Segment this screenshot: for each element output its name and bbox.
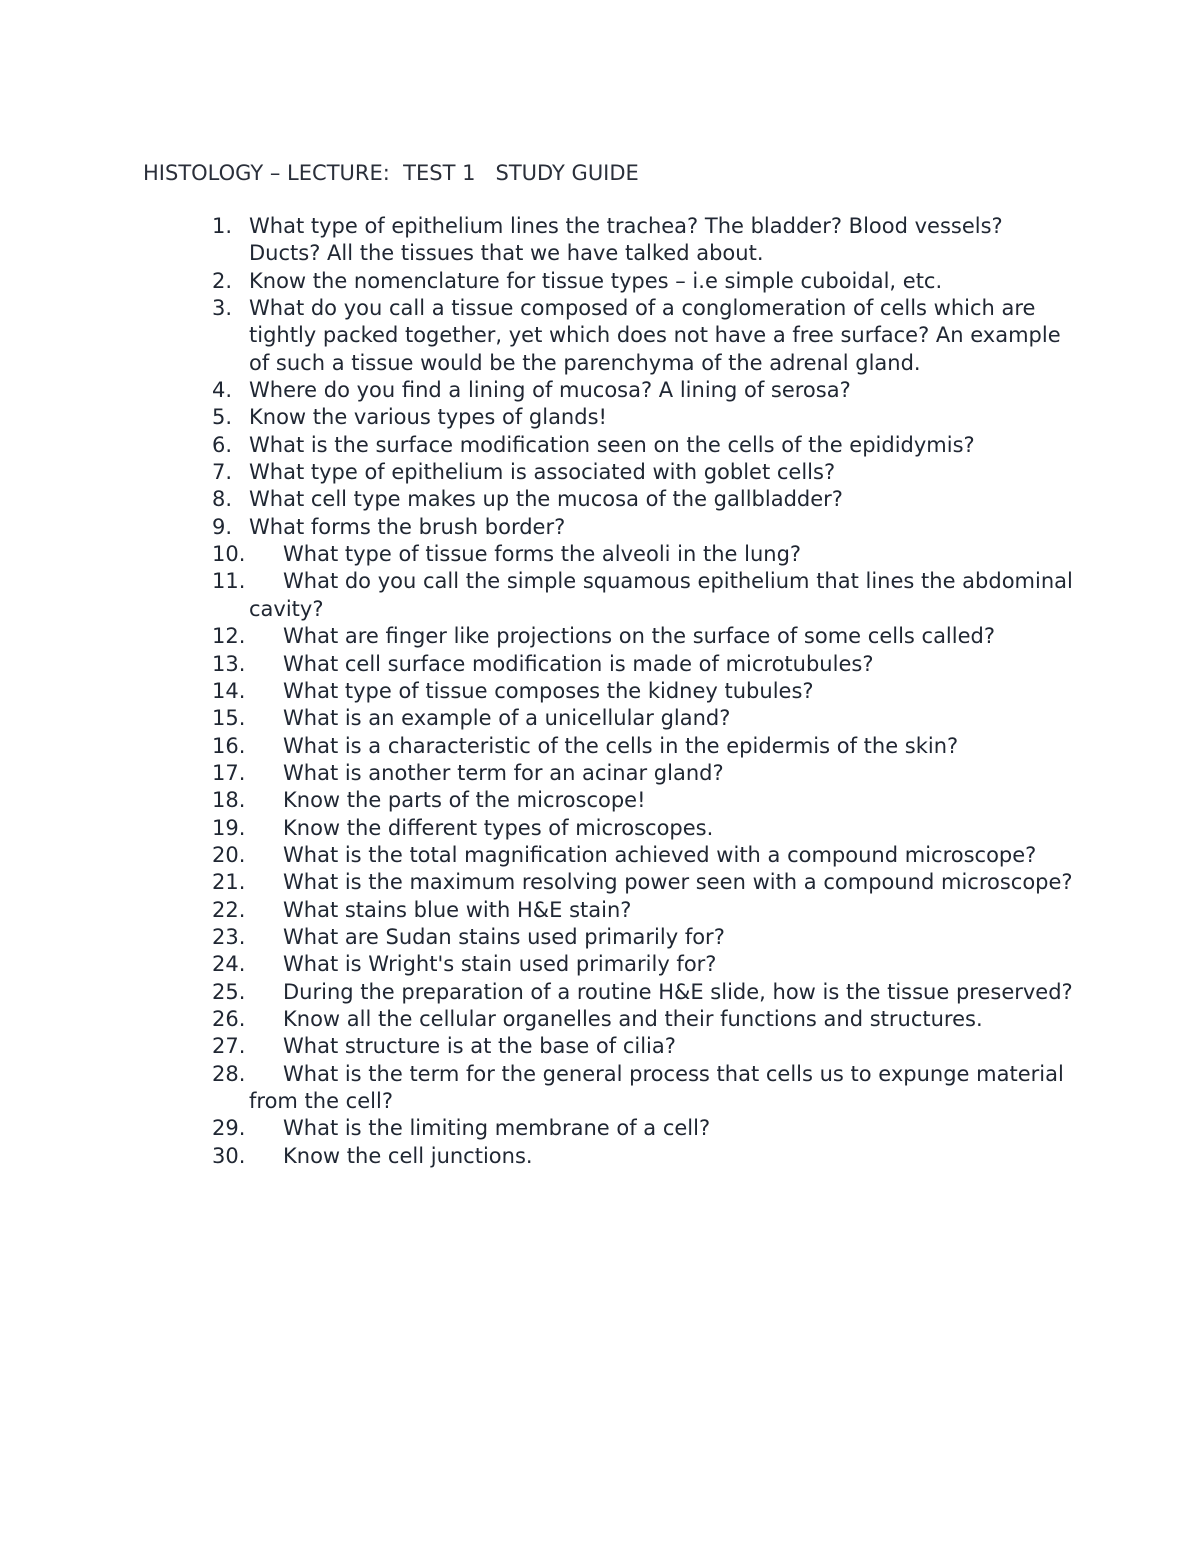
item-text: Know all the cellular organelles and their functions and structures.	[283, 1006, 983, 1031]
item-text: Know the nomenclature for tissue types – i.e simple cuboidal, etc.	[249, 268, 943, 293]
item-number: 13.	[212, 651, 246, 676]
item-number: 18.	[212, 788, 246, 813]
list-item	[0, 295, 1200, 377]
list-item	[0, 268, 1200, 295]
list-item	[0, 486, 1200, 513]
item-text: What are finger like projections on the surface of some cells called?	[283, 624, 996, 649]
item-text: What is the limiting membrane of a cell?	[283, 1116, 711, 1141]
item-text: What are Sudan stains used primarily for?	[283, 924, 725, 949]
item-text: What is another term for an acinar gland?	[283, 760, 724, 785]
list-item	[0, 377, 1200, 404]
item-text: Know the cell junctions.	[283, 1143, 533, 1168]
item-text: During the preparation of a routine H&E slide, how is the tissue preserved?	[283, 979, 1073, 1004]
list-item	[0, 787, 1200, 814]
item-text: What do you call the simple squamous epithelium that lines the abdominal cavity?	[249, 569, 1073, 621]
list-item	[0, 651, 1200, 678]
item-text: Know the different types of microscopes.	[283, 815, 714, 840]
list-item	[0, 733, 1200, 760]
question-list	[0, 213, 1200, 1170]
item-number: 17.	[212, 760, 246, 785]
list-item	[0, 924, 1200, 951]
item-number: 2.	[212, 268, 233, 293]
list-item	[0, 705, 1200, 732]
item-number: 5.	[212, 405, 233, 430]
list-item	[0, 213, 1200, 268]
item-text: What stains blue with H&E stain?	[283, 897, 632, 922]
item-number: 12.	[212, 624, 246, 649]
item-text: What do you call a tissue composed of a conglomeration of cells which are tightly packed together, yet which does not have a free surface? An example of such a tissue would be the parenchyma of the adrenal gland.	[249, 296, 1061, 375]
list-item	[0, 1143, 1200, 1170]
item-text: What is a characteristic of the cells in the epidermis of the skin?	[283, 733, 959, 758]
item-number: 1.	[212, 214, 233, 238]
item-number: 9.	[212, 514, 233, 539]
item-number: 23.	[212, 924, 246, 949]
item-text: What cell surface modification is made of microtubules?	[283, 651, 874, 676]
item-text: What is the maximum resolving power seen with a compound microscope?	[283, 870, 1073, 895]
item-number: 24.	[212, 952, 246, 977]
item-text: What forms the brush border?	[249, 514, 566, 539]
list-item	[0, 979, 1200, 1006]
item-number: 20.	[212, 842, 246, 867]
list-item	[0, 760, 1200, 787]
item-text: Where do you find a lining of mucosa? A lining of serosa?	[249, 378, 851, 403]
list-item	[0, 842, 1200, 869]
list-item	[0, 951, 1200, 978]
list-item	[0, 459, 1200, 486]
item-number: 21.	[212, 870, 246, 895]
item-number: 16.	[212, 733, 246, 758]
item-text: What is the term for the general process that cells us to expunge material from the cell?	[249, 1061, 1064, 1113]
list-item	[0, 1115, 1200, 1142]
item-text: What is the surface modification seen on the cells of the epididymis?	[249, 432, 975, 457]
list-item	[0, 404, 1200, 431]
list-item	[0, 815, 1200, 842]
item-number: 3.	[212, 296, 233, 321]
item-text: Know the parts of the microscope!	[283, 788, 646, 813]
item-number: 8.	[212, 487, 233, 512]
item-number: 6.	[212, 432, 233, 457]
item-number: 7.	[212, 460, 233, 485]
item-number: 11.	[212, 569, 246, 594]
item-number: 28.	[212, 1061, 246, 1086]
item-number: 10.	[212, 542, 246, 567]
item-text: What is Wright's stain used primarily for?	[283, 952, 717, 977]
item-number: 4.	[212, 378, 233, 403]
item-number: 14.	[212, 678, 246, 703]
item-number: 19.	[212, 815, 246, 840]
list-item	[0, 623, 1200, 650]
item-number: 22.	[212, 897, 246, 922]
list-item	[0, 1061, 1200, 1116]
item-text: What type of epithelium is associated with goblet cells?	[249, 460, 836, 485]
item-number: 27.	[212, 1034, 246, 1059]
page-title: HISTOLOGY – LECTURE: TEST 1 STUDY GUIDE	[143, 161, 639, 185]
item-text: What type of tissue composes the kidney tubules?	[283, 678, 814, 703]
item-number: 29.	[212, 1116, 246, 1141]
item-text: What cell type makes up the mucosa of the gallbladder?	[249, 487, 843, 512]
item-text: What structure is at the base of cilia?	[283, 1034, 676, 1059]
item-number: 26.	[212, 1006, 246, 1031]
list-item	[0, 678, 1200, 705]
item-text: What is the total magnification achieved with a compound microscope?	[283, 842, 1037, 867]
list-item	[0, 1033, 1200, 1060]
item-text: What type of tissue forms the alveoli in the lung?	[283, 542, 802, 567]
list-item	[0, 897, 1200, 924]
item-text: What type of epithelium lines the trachea? The bladder? Blood vessels? Ducts? All the tissues that we have talked about.	[249, 214, 1003, 266]
item-number: 15.	[212, 706, 246, 731]
list-item	[0, 568, 1200, 623]
item-text: What is an example of a unicellular gland?	[283, 706, 731, 731]
list-item	[0, 541, 1200, 568]
item-number: 30.	[212, 1143, 246, 1168]
list-item	[0, 514, 1200, 541]
list-item	[0, 432, 1200, 459]
item-number: 25.	[212, 979, 246, 1004]
list-item	[0, 869, 1200, 896]
list-item	[0, 1006, 1200, 1033]
item-text: Know the various types of glands!	[249, 405, 607, 430]
